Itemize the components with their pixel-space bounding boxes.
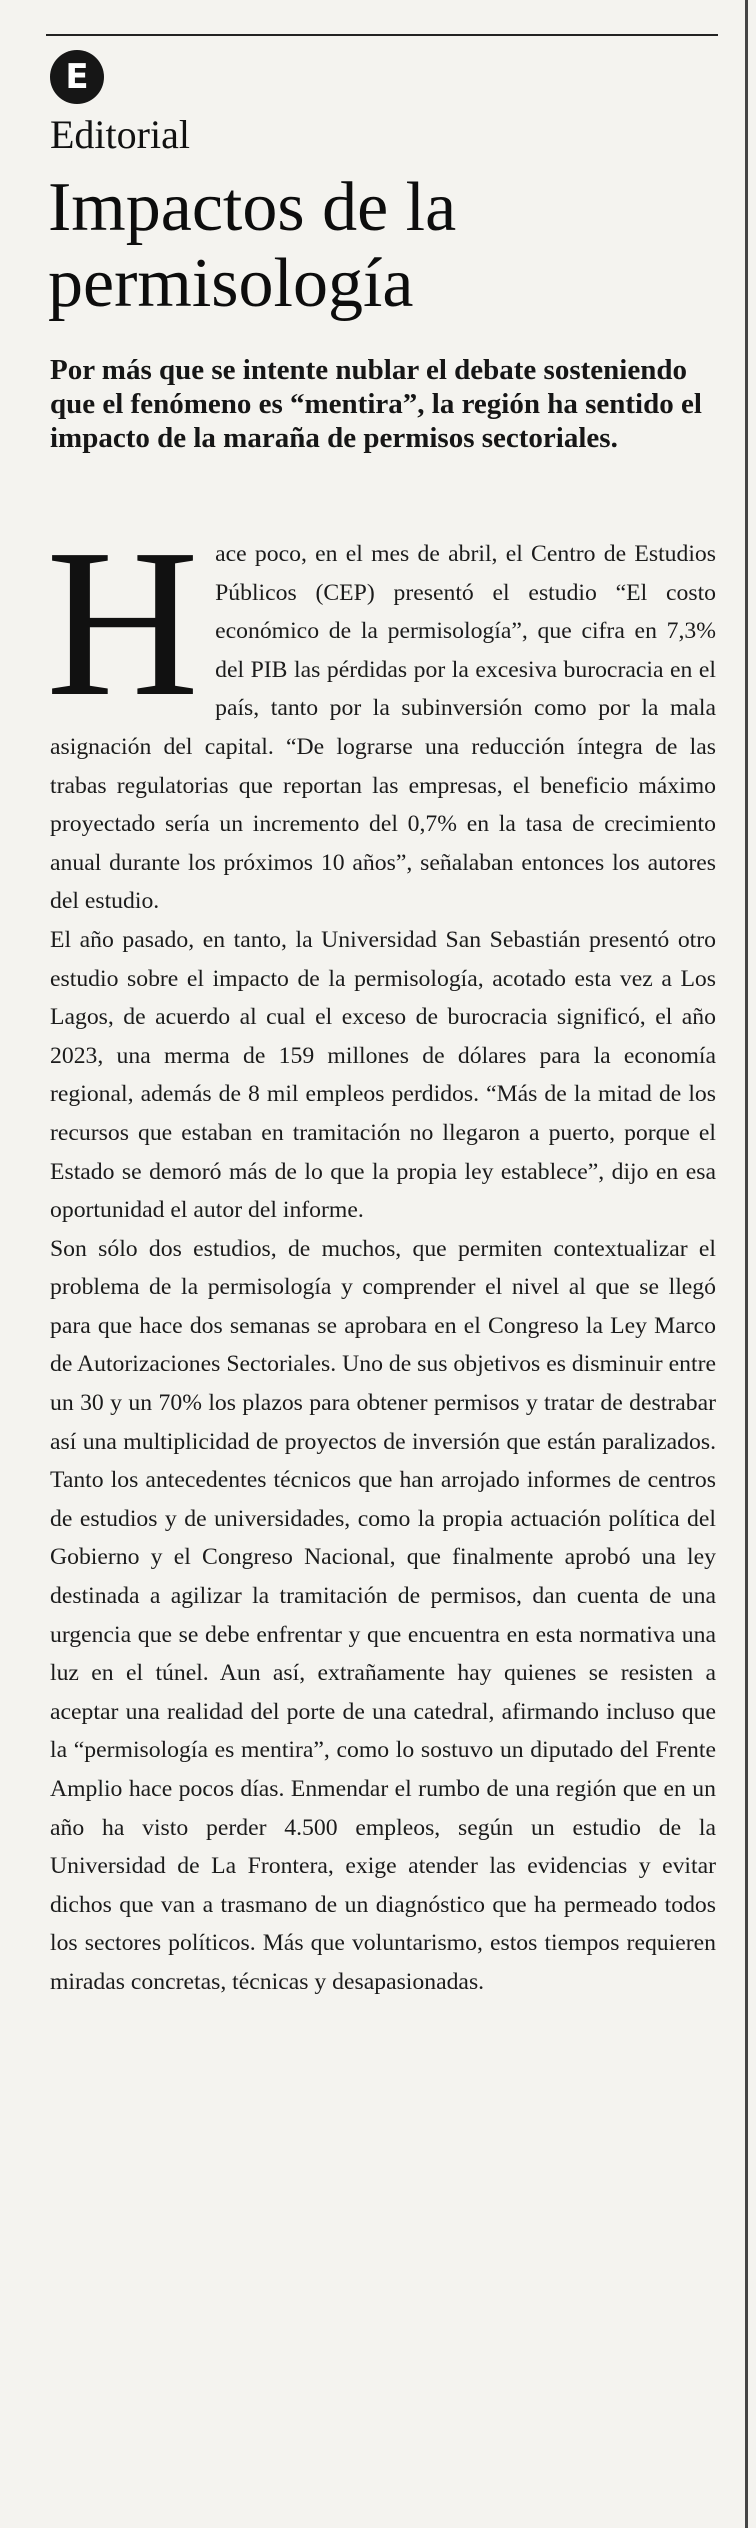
top-rule [46,34,718,36]
paragraph-3: Son sólo dos estudios, de muchos, que permiten contextualizar el problema de la permisología y comprender el nivel al que se llegó para que hace dos semanas se aprobara en el Congreso la Ley Marco de Autorizaciones Sectoriales. Uno de sus objetivos es disminuir entre un 30 y un 70% los plazos para obtener permisos y tratar de destrabar así una multiplicidad de proyectos de inversión que están paralizados. Tanto los antecedentes técnicos que han arrojado informes de centros de estudios y de universidades, como la propia actuación política del Gobierno y el Congreso Nacional, que finalmente aprobó una ley destinada a agilizar la tramitación de permisos, dan cuenta de una urgencia que se debe enfrentar y que encuentra en esta normativa una luz en el túnel. Aun así, extrañamente hay quienes se resisten a aceptar una realidad del porte de una catedral, afirmando incluso que la “permisología es mentira”, como lo sostuvo un diputado del Frente Amplio hace pocos días. Enmendar el rumbo de una región que en un año ha visto perder 4.500 empleos, según un estudio de la Universidad de La Frontera, exige atender las evidencias y evitar dichos que van a trasmano de un diagnóstico que ha permeado todos los sectores políticos. Más que voluntarismo, estos tiempos requieren miradas concretas, técnicas y desapasionadas. [50,1235,716,1995]
column-rule [745,0,748,2528]
section-badge: E [50,50,104,104]
paragraph-2: El año pasado, en tanto, la Universidad San Sebastián presentó otro estudio sobre el impacto de la permisología, acotado esta vez a Los Lagos, de acuerdo al cual el exceso de burocracia significó, el año 2023, una merma de 159 millones de dólares para la economía regional, además de 8 mil empleos perdidos. “Más de la mitad de los recursos que estaban en tramitación no llegaron a puerto, porque el Estado se demoró más de lo que la propia ley establece”, dijo en esa oportunidad el autor del informe. [50,926,716,1224]
deck: Por más que se intente nublar el debate sosteniendo que el fenómeno es “mentira”, la región ha sentido el impacto de la maraña de permisos sectoriales. [50,354,702,454]
article-body [46,505,716,2002]
section-label: Editorial [50,112,190,157]
headline: Impactos de la permisología [48,169,457,322]
paragraph-1 [46,505,716,921]
drop-cap: H [46,505,200,740]
paragraph-1-text: ace poco, en el mes de abril, el Centro de Estudios Públicos (CEP) presentó el estudio “El costo económico de la permisología”, que cifra en 7,3% del PIB las pérdidas por la excesiva burocracia en el país, tanto por la subinversión como por la mala asignación del capital. “De lograrse una reducción íntegra de las trabas regulatorias que reportan las empresas, el beneficio máximo proyectado sería un incremento del 0,7% en la tasa de crecimiento anual durante los próximos 10 años”, señalaban entonces los autores del estudio. [50,541,716,915]
